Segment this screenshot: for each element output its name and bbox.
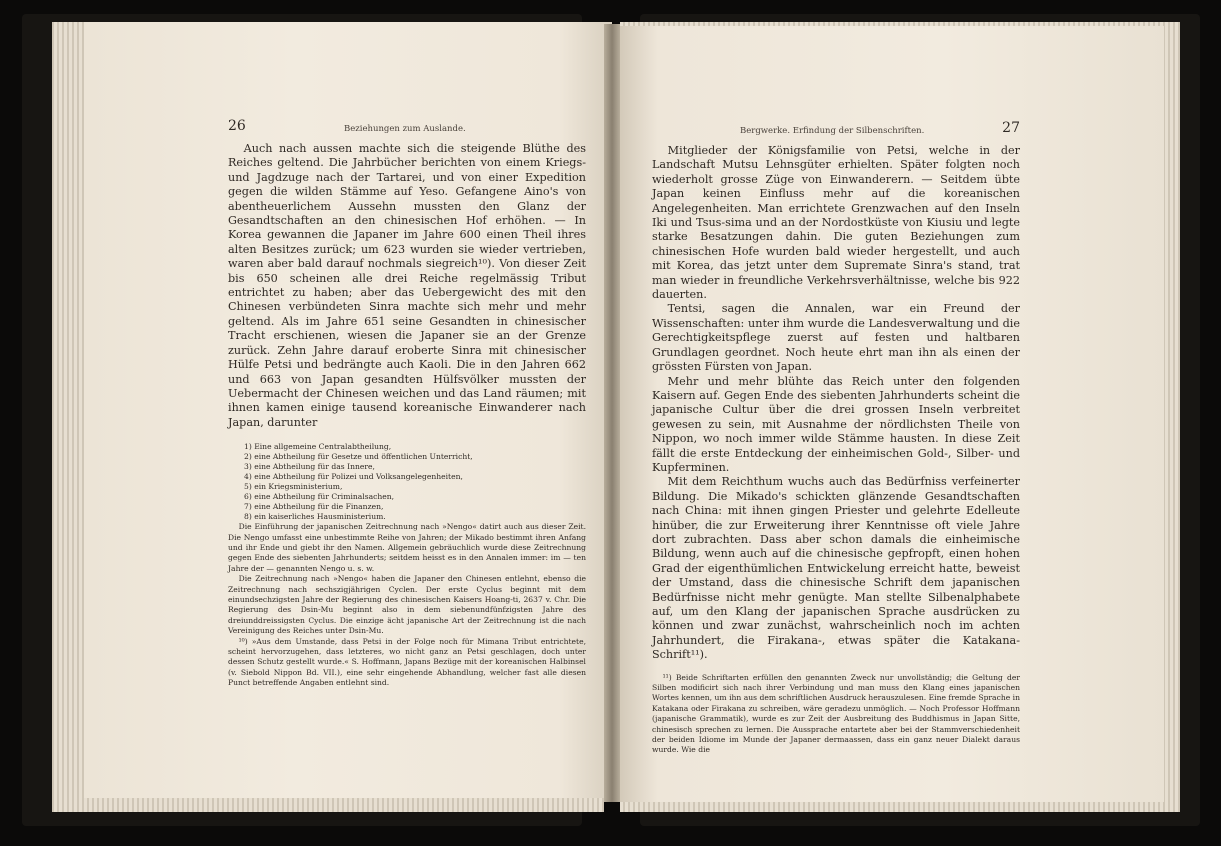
right-page-content <box>652 120 1020 756</box>
footnote-list <box>228 442 586 522</box>
paragraph: Tentsi, sagen die Annalen, war ein Freund der Wissenschaften: unter ihm wurde die Landesverwaltung und die Gerechtigkeitspflege zuerst auf festen und haltbaren Grundlagen geordnet. Noch heute ehrt man ihn als einen der grössten Fürsten von Japan. <box>652 302 1020 374</box>
list-item: 4) eine Abtheilung für Polizei und Volksangelegenheiten, <box>244 472 463 482</box>
list-item: 1) Eine allgemeine Centralabtheilung, <box>244 442 392 452</box>
left-page-header <box>228 118 586 142</box>
list-item: 8) ein kaiserliches Hausministerium. <box>244 512 386 522</box>
right-page-header <box>652 120 1020 144</box>
paragraph: Mitglieder der Königsfamilie von Petsi, welche in der Landschaft Mutsu Lehnsgüter erhielten. Später folgten noch wiederholt grosse Züge von Einwanderern. — Seitdem übte Japan keinen Einfluss mehr auf die koreanischen Angelegenheiten. Man errichtete Grenzwachen auf den Inseln Iki und Tsus-sima und an der Nordostküste von Kiusiu und legte starke Besatzungen dahin. Die guten Beziehungen zum chinesischen Hofe wurden bald wieder hergestellt, und auch mit Korea, das jetzt unter dem Supremate Sinra's stand, trat man wieder in freundliche Verkehrsverhältnisse, welche bis 922 dauerten. <box>652 144 1020 302</box>
book-gutter <box>604 24 620 802</box>
paragraph: Mehr und mehr blühte das Reich unter den folgenden Kaisern auf. Gegen Ende des siebenten Jahrhunderts scheint die japanische Cultur über die drei grossen Inseln verbreitet gewesen zu sein, mit Ausnahme der nördlichsten Theile von Nippon, wo noch immer wilde Stämme hausten. In diese Zeit fällt die erste Entdeckung der einheimischen Gold-, Silber- und Kupferminen. <box>652 374 1020 474</box>
paragraph: Auch nach aussen machte sich die steigende Blüthe des Reiches geltend. Die Jahrbücher berichten von einem Kriegs- und Jagdzuge nach der Tartarei, und von einer Expedition gegen die wilden Stämme auf Yeso. Gefangene Aino's von abentheuerlichem Aussehn mussten den Glanz der Gesandtschaften an den chinesischen Hof erhöhen. — In Korea gewannen die Japaner im Jahre 600 einen Theil ihres alten Besitzes zurück; um 623 wurden sie wieder vertrieben, waren aber bald darauf nochmals siegreich¹⁰). Von dieser Zeit bis 650 scheinen alle drei Reiche regelmässig Tribut entrichtet zu haben; aber das Uebergewicht des mit den Chinesen verbündeten Sinra machte sich mehr und mehr geltend. Als im Jahre 651 seine Gesandten in chinesischer Tracht erschienen, wiesen die Japaner sie an der Grenze zurück. Zehn Jahre darauf eroberte Sinra mit chinesischer Hülfe Petsi und bedrängte auch Kaoli. Die in den Jahren 662 und 663 von Japan gesandten Hülfsvölker mussten der Uebermacht der Chinesen weichen und das Land räumen; mit ihnen kamen einige tausend koreanische Einwanderer nach Japan, darunter <box>228 142 586 429</box>
running-head: Beziehungen zum Auslande. <box>344 124 466 134</box>
footnote: Die Einführung der japanischen Zeitrechnung nach »Nengo« datirt auch aus dieser Zeit. Die Nengo umfasst eine unbestimmte Reihe von Jahren; der Mikado bestimmt ihren Anfang und ihr Ende und giebt ihr den Namen. Allgemein gebräuchlich wurde diese Zeitrechnung gegen Ende des siebenten Jahrhunderts; seitdem heisst es in den Annalen immer: im — ten Jahre der — genannten Nengo u. s. w. <box>228 522 586 573</box>
list-item: 7) eine Abtheilung für die Finanzen, <box>244 502 384 512</box>
footnote: Die Zeitrechnung nach »Nengo« haben die Japaner den Chinesen entlehnt, ebenso die Zeitrechnung nach sechszigjährigen Cyclen. Der erste Cyclus beginnt mit dem einundsechzigsten Jahre der Regierung des chinesischen Kaisers Hoang-ti, 2637 v. Chr. Die Regierung des Dsin-Mu beginnt also in dem siebenundfünfzigsten Jahre des dreiunddreissigsten Cyclus. Die einzige ächt japanische Art der Zeitrechnung ist die nach Vereinigung des Reiches unter Dsin-Mu. <box>228 574 586 636</box>
list-item: 2) eine Abtheilung für Gesetze und öffentlichen Unterricht, <box>244 452 473 462</box>
footnotes <box>652 673 1020 756</box>
running-head: Bergwerke. Erfindung der Silbenschriften. <box>740 126 925 136</box>
footnote: ¹¹) Beide Schriftarten erfüllen den genannten Zweck nur unvollständig; die Geltung der Silben modificirt sich nach ihrer Verbindung und man muss den Klang eines japanischen Wortes kennen, um ihn aus dem schriftlichen Ausdruck herauszulesen. Eine fremde Sprache in Katakana oder Firakana zu schreiben, wäre geradezu unmöglich. — Noch Professor Hoffmann (japanische Grammatik), wurde es zur Zeit der Ausbreitung des Buddhismus in Japan Sitte, chinesisch sprechen zu lernen. Die Aussprache entartete aber bei der Stammverschiedenheit der beiden Idiome im Munde der Japaner dermaassen, dass ein ganz neuer Dialekt daraus wurde. Wie die <box>652 672 1020 755</box>
list-item: 5) ein Kriegsministerium, <box>244 482 343 492</box>
paragraph: Mit dem Reichthum wuchs auch das Bedürfniss verfeinerter Bildung. Die Mikado's schickten glänzende Gesandtschaften nach China: mit ihnen gingen Priester und gelehrte Edelleute hinüber, die zur Erweiterung ihrer Kenntnisse oft viele Jahre dort zubrachten. Dass aber schon damals die einheimische Bildung, wenn auch auf die chinesische gepfropft, einen hohen Grad der eigenthümlichen Entwickelung erreicht hatte, beweist der Umstand, dass die chinesische Schrift dem japanischen Bedürfnisse nicht mehr genügte. Man stellte Silbenalphabete auf, um den Klang der japanischen Sprache ausdrücken zu können und zwar zunächst, wahrscheinlich noch im achten Jahrhundert, die Firakana-, etwas später die Katakana-Schrift¹¹). <box>652 475 1020 662</box>
left-page-body <box>228 142 586 430</box>
page-number: 27 <box>1002 120 1020 136</box>
right-page-body <box>652 144 1020 663</box>
footnote: ¹⁰) »Aus dem Umstande, dass Petsi in der Folge noch für Mimana Tribut entrichtete, scheint hervorzugehen, dass letzteres, wo nicht ganz an Petsi geschlagen, doch unter dessen Schutz gestellt wurde.« S. Hoffmann, Japans Bezüge mit der koreanischen Halbinsel (v. Siebold Nippon Bd. VII.), eine sehr eingehende Abhandlung, welcher fast alle diesen Punct betreffende Angaben entlehnt sind. <box>228 636 586 688</box>
list-item: 3) eine Abtheilung für das Innere, <box>244 462 375 472</box>
list-item: 6) eine Abtheilung für Criminalsachen, <box>244 492 395 502</box>
left-page-content <box>228 118 586 689</box>
page-number: 26 <box>228 118 246 134</box>
footnotes <box>228 522 586 689</box>
